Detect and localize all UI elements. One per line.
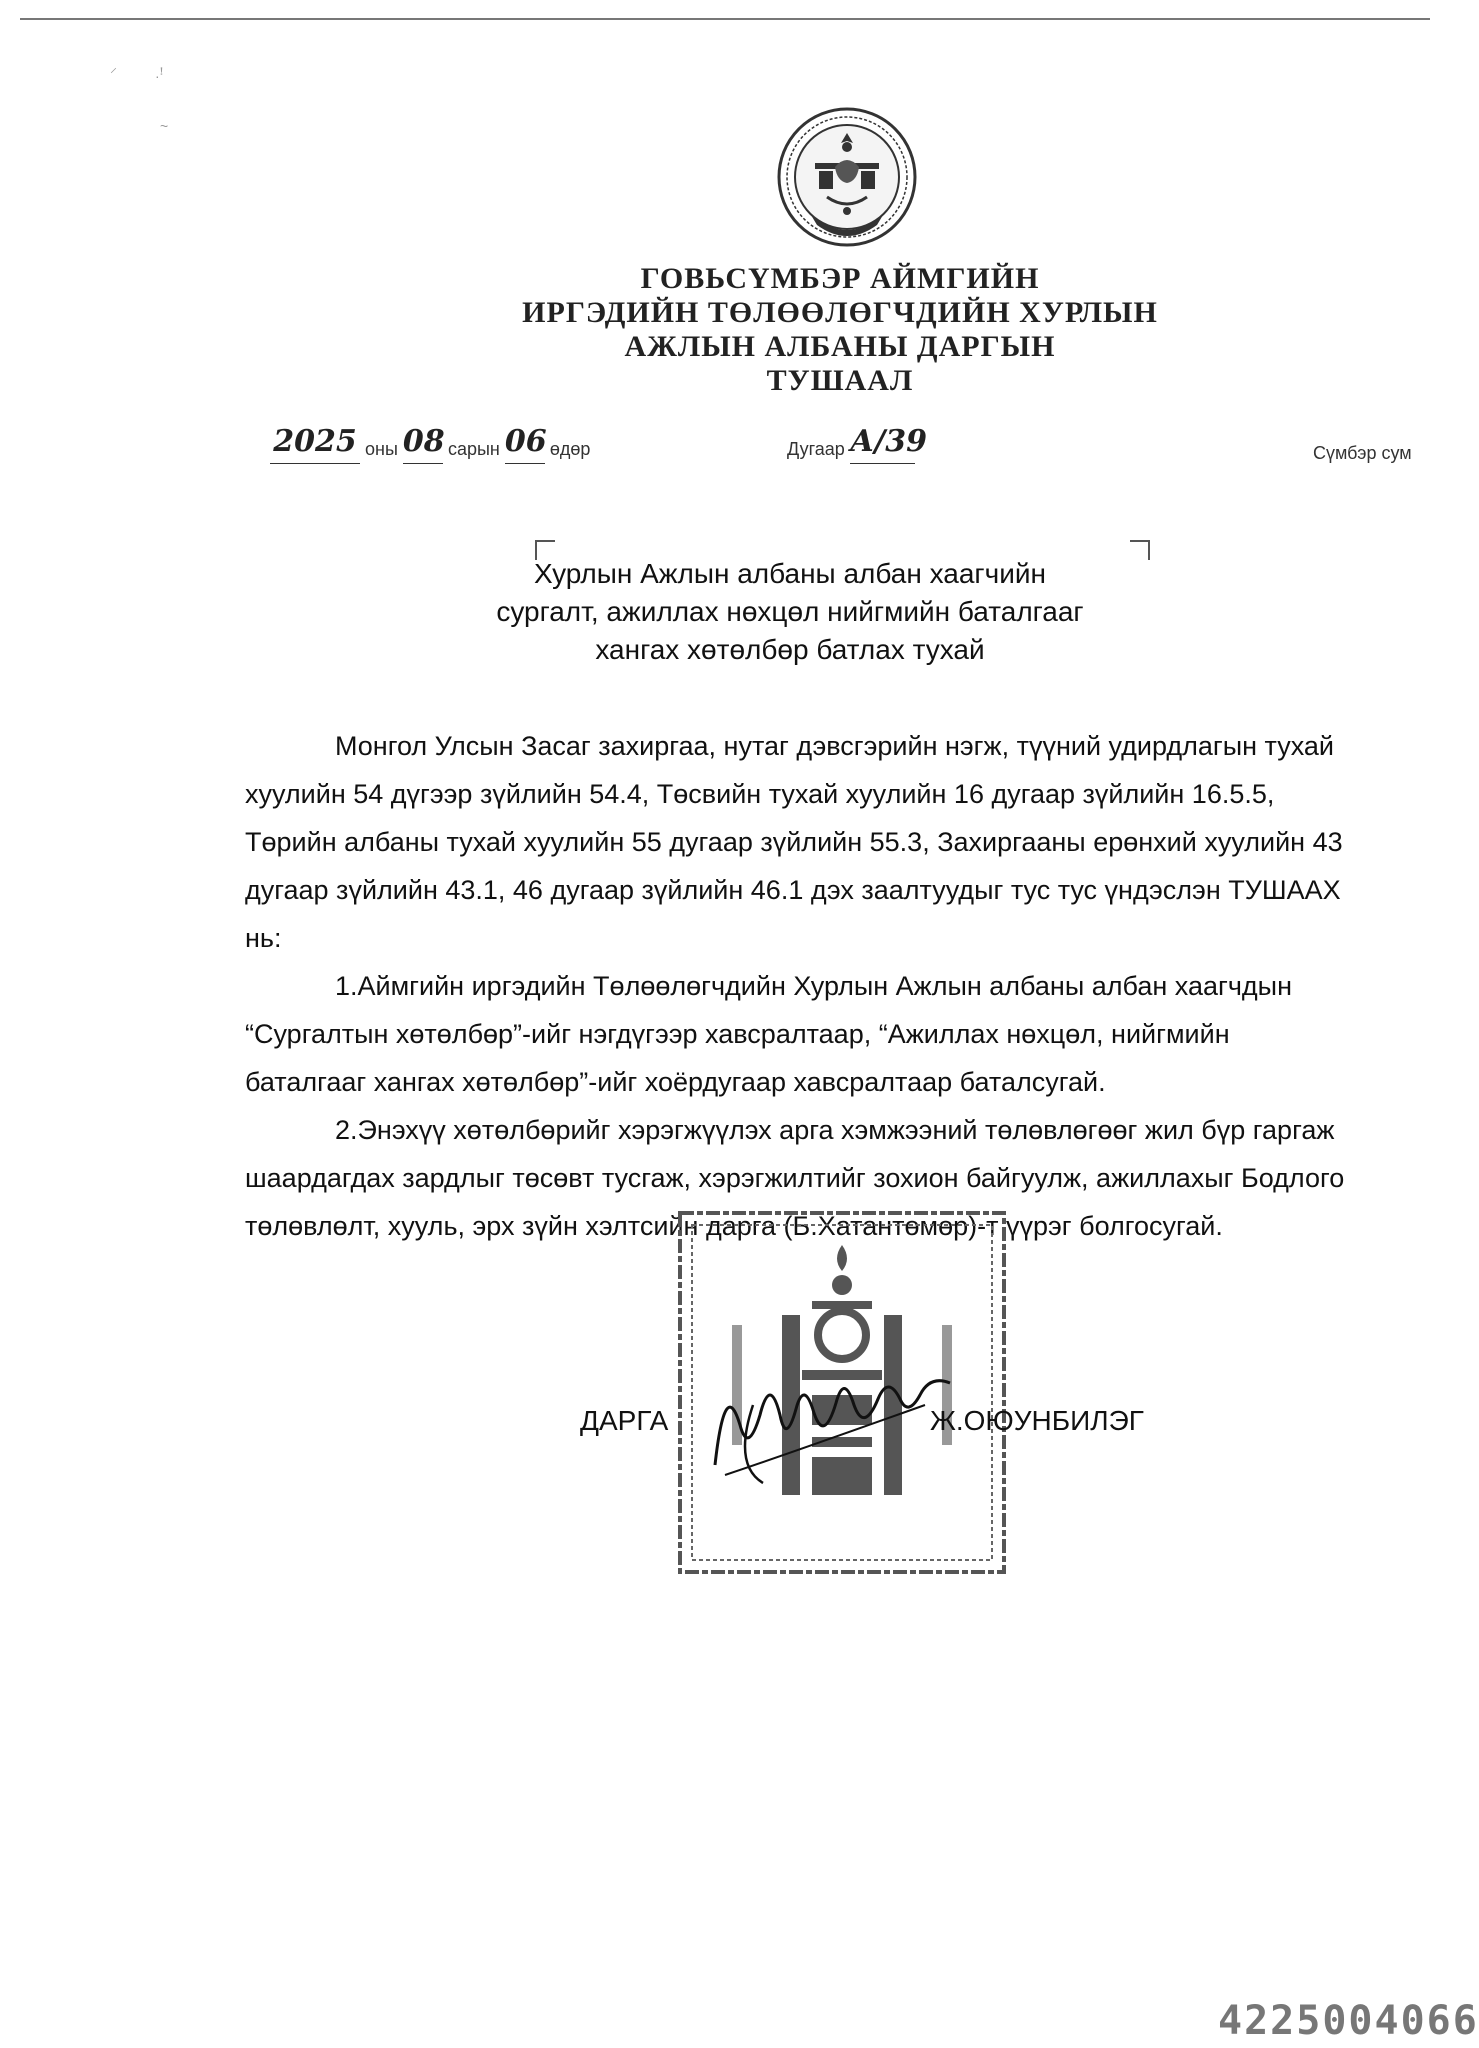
year-blank — [270, 424, 360, 464]
subject-corner-right — [1130, 540, 1150, 560]
clause-1-line: “Сургалтын хөтөлбөр”-ийг нэгдүгээр хавсралтаар, “Ажиллах нөхцөл, нийгмийн — [245, 1019, 1230, 1049]
scan-speck: ~ — [160, 118, 169, 134]
clause-1-line: 1.Аймгийн иргэдийн Төлөөлөгчдийн Хурлын Ажлын албаны албан хаагчдын — [335, 971, 1292, 1001]
clause-2-line: шаардагдах зардлыг төсөвт тусгаж, хэрэгжилтийг зохион байгуулж, ажиллахыг Бодлого — [245, 1163, 1345, 1193]
top-rule — [20, 18, 1430, 20]
header-line-council: ИРГЭДИЙН ТӨЛӨӨЛӨГЧДИЙН ХУРЛЫН — [522, 296, 1158, 329]
scan-speck: ·ꜝ — [155, 68, 164, 84]
day-label: өдөр — [549, 439, 591, 459]
handwritten-signature — [695, 1365, 965, 1495]
month-label: сарын — [447, 439, 500, 459]
number-label: Дугаар — [787, 439, 845, 459]
signatory-title: ДАРГА — [580, 1405, 669, 1436]
month-handwritten: 08 — [402, 424, 445, 459]
clause-2-line: төлөвлөлт, хууль, эрх зүйн хэлтсийн дарга (Б.Хатантөмөр)-т үүрэг болгосугай. — [245, 1211, 1223, 1241]
order-meta-row — [0, 424, 1449, 472]
subject-line: хангах хөтөлбөр батлах тухай — [595, 634, 985, 665]
document-header — [440, 262, 1240, 398]
order-body — [245, 722, 1445, 1250]
state-emblem-icon — [775, 105, 920, 250]
number-field — [787, 424, 927, 464]
signatory-name: Ж.ОЮУНБИЛЭГ — [930, 1405, 1144, 1436]
clause-1-line: баталгааг хангах хөтөлбөр”-ийг хоёрдугаар хавсралтаар баталсугай. — [245, 1067, 1106, 1097]
body-line: Монгол Улсын Засаг захиргаа, нутаг дэвсгэрийн нэгж, түүний удирдлагын тухай — [335, 731, 1335, 761]
day-handwritten: 06 — [504, 424, 547, 459]
number-handwritten: А/39 — [849, 424, 927, 459]
body-line: хуулийн 54 дүгээр зүйлийн 54.4, Төсвийн тухай хуулийн 16 дугаар зүйлийн 16.5.5, — [245, 779, 1275, 809]
scan-speck: ⸝ — [110, 59, 117, 75]
document-serial-number: 4225004066 — [1218, 1998, 1479, 2044]
header-line-organization: ГОВЬСҮМБЭР АЙМГИЙН — [640, 262, 1040, 295]
subject-line: сургалт, ажиллах нөхцөл нийгмийн баталгааг — [496, 596, 1084, 627]
header-line-office: АЖЛЫН АЛБАНЫ ДАРГЫН — [624, 330, 1056, 363]
body-line: нь: — [245, 923, 282, 953]
clause-2-line: 2.Энэхүү хөтөлбөрийг хэрэгжүүлэх арга хэмжээний төлөвлөгөөг жил бүр гаргаж — [335, 1115, 1335, 1145]
date-field — [270, 424, 591, 464]
place-field: Сүмбэр сум — [1313, 443, 1412, 463]
month-blank — [402, 424, 445, 464]
year-label: оны — [365, 439, 398, 459]
year-handwritten: 2025 — [273, 424, 357, 459]
body-line: Төрийн албаны тухай хуулийн 55 дугаар зүйлийн 55.3, Захиргааны ерөнхий хуулийн 43 — [245, 827, 1343, 857]
body-line: дугаар зүйлийн 43.1, 46 дугаар зүйлийн 46.1 дэх заалтуудыг тус тус үндэслэн ТУШААХ — [245, 875, 1341, 905]
order-subject — [480, 555, 1100, 669]
header-line-order: ТУШААЛ — [766, 364, 914, 397]
number-blank — [849, 424, 927, 464]
subject-line: Хурлын Ажлын албаны албан хаагчийн — [534, 558, 1046, 589]
day-blank — [504, 424, 547, 464]
